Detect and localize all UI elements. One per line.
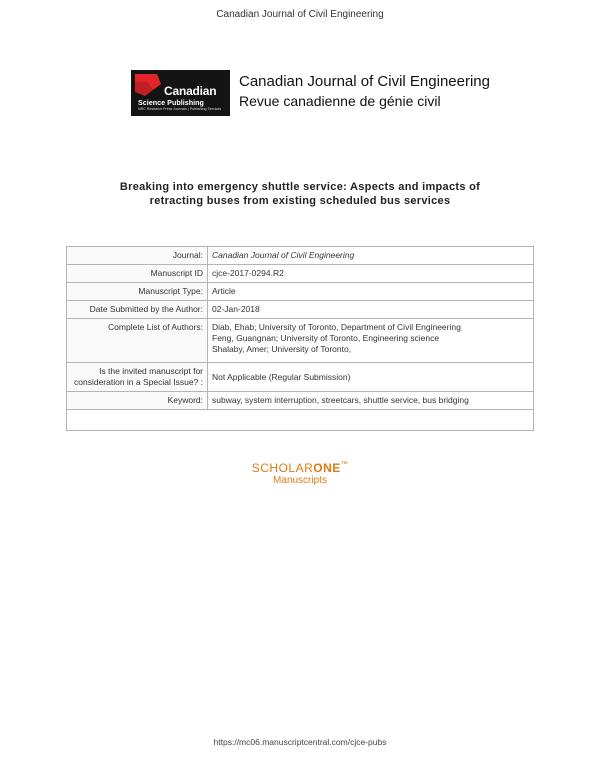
special-issue-value: Not Applicable (Regular Submission) [208, 363, 534, 392]
journal-value: Canadian Journal of Civil Engineering [208, 247, 534, 265]
row-label: Is the invited manuscript for consideration in a Special Issue? : [67, 363, 208, 392]
table-row [67, 392, 534, 410]
journal-name-french: Revue canadienne de génie civil [239, 93, 441, 109]
row-label: Keyword: [67, 392, 208, 410]
table-row [67, 319, 534, 363]
table-row [67, 301, 534, 319]
scholarone-logo [0, 461, 600, 475]
row-label: Date Submitted by the Author: [67, 301, 208, 319]
table-row [67, 410, 534, 431]
author-entry: Diab, Ehab; University of Toronto, Department of Civil Engineering [212, 322, 461, 332]
table-row [67, 247, 534, 265]
footer-url[interactable]: https://mc06.manuscriptcentral.com/cjce-pubs [213, 737, 387, 747]
row-label: Journal: [67, 247, 208, 265]
manuscript-metadata-table [66, 246, 534, 431]
table-row [67, 265, 534, 283]
empty-cell [67, 410, 534, 431]
journal-name-english: Canadian Journal of Civil Engineering [239, 73, 490, 90]
author-entry: Feng, Guangnan; University of Toronto, Engineering science [212, 333, 440, 343]
paper-title: Breaking into emergency shuttle service: Aspects and impacts of retracting buses from existing scheduled bus services [119, 181, 481, 207]
manuscript-id-value: cjce-2017-0294.R2 [208, 265, 534, 283]
scholarone-brand-a: SCHOLAR [251, 461, 314, 475]
logo-tagline: NRC Research Press Journals | Publishing Services [138, 107, 222, 111]
running-header: Canadian Journal of Civil Engineering [216, 9, 384, 20]
authors-list [208, 319, 534, 363]
row-label: Complete List of Authors: [67, 319, 208, 363]
keyword-value: subway, system interruption, streetcars, shuttle service, bus bridging [208, 392, 534, 410]
scholarone-subtitle: Manuscripts [273, 475, 327, 486]
logo-wordmark: Canadian [164, 84, 217, 98]
author-entry: Shalaby, Amer; University of Toronto, [212, 344, 352, 354]
table-row [67, 363, 534, 392]
table-row [67, 283, 534, 301]
logo-subtitle: Science Publishing [138, 98, 204, 107]
row-label: Manuscript Type: [67, 283, 208, 301]
date-submitted-value: 02-Jan-2018 [208, 301, 534, 319]
row-label: Manuscript ID [67, 265, 208, 283]
scholarone-brand-b: ONE [313, 461, 341, 475]
trademark-symbol: ™ [340, 461, 349, 468]
manuscript-type-value: Article [208, 283, 534, 301]
publisher-logo [131, 70, 230, 116]
